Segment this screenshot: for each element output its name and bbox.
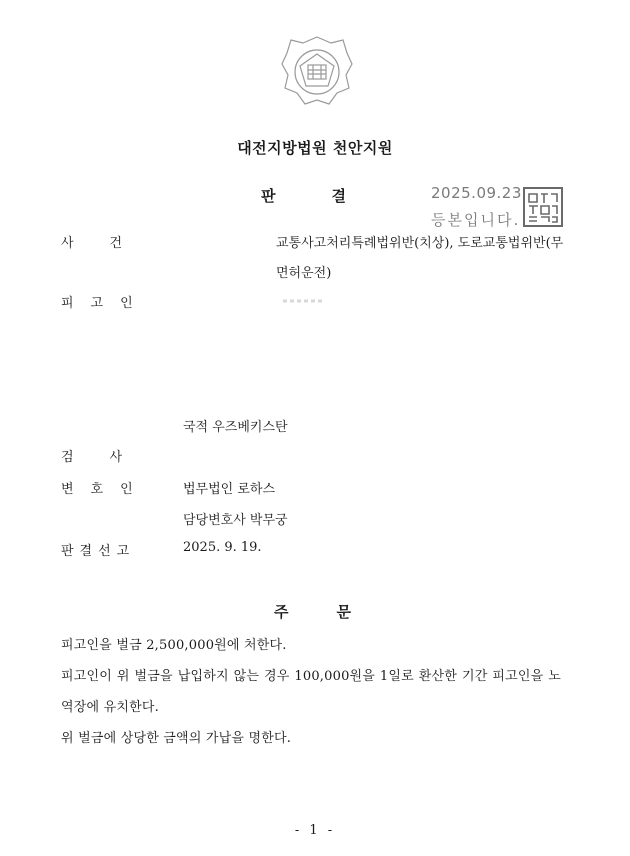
defendant-label: 피고인 bbox=[61, 296, 150, 311]
defense-label: 변호인 bbox=[61, 482, 150, 497]
court-name: 대전지방법원 천안지원 bbox=[237, 139, 393, 157]
redacted-name bbox=[281, 297, 327, 305]
order-line-2a: 피고인이 위 벌금을 납입하지 않는 경우 100,000원을 1일로 환산한 기간 피고인을 노 bbox=[61, 669, 561, 684]
case-value-line2: 면허운전) bbox=[276, 266, 332, 281]
defense-attorney: 담당변호사 박무궁 bbox=[183, 513, 288, 528]
court-emblem-seal bbox=[279, 34, 355, 110]
certification-date: 2025.09.23 bbox=[431, 184, 522, 202]
certification-seal bbox=[522, 186, 564, 228]
defense-firm: 법무법인 로하스 bbox=[183, 482, 276, 497]
certification-text: 등본입니다. bbox=[431, 211, 521, 229]
case-value-line1: 교통사고처리특례법위반(치상), 도로교통법위반(무 bbox=[276, 236, 564, 251]
page-number: - 1 - bbox=[294, 823, 336, 838]
case-label: 사건 bbox=[61, 236, 159, 251]
verdict-date: 2025. 9. 19. bbox=[183, 540, 262, 555]
order-line-3: 위 벌금에 상당한 금액의 가납을 명한다. bbox=[61, 731, 292, 746]
prosecutor-label: 검사 bbox=[61, 450, 159, 465]
judgment-title: 판결 bbox=[261, 187, 402, 205]
order-line-2b: 역장에 유치한다. bbox=[61, 700, 159, 715]
order-title: 주문 bbox=[274, 603, 399, 621]
nationality: 국적 우즈베키스탄 bbox=[183, 420, 288, 435]
verdict-date-label: 판결선고 bbox=[61, 544, 136, 559]
order-line-1: 피고인을 벌금 2,500,000원에 처한다. bbox=[61, 638, 287, 653]
